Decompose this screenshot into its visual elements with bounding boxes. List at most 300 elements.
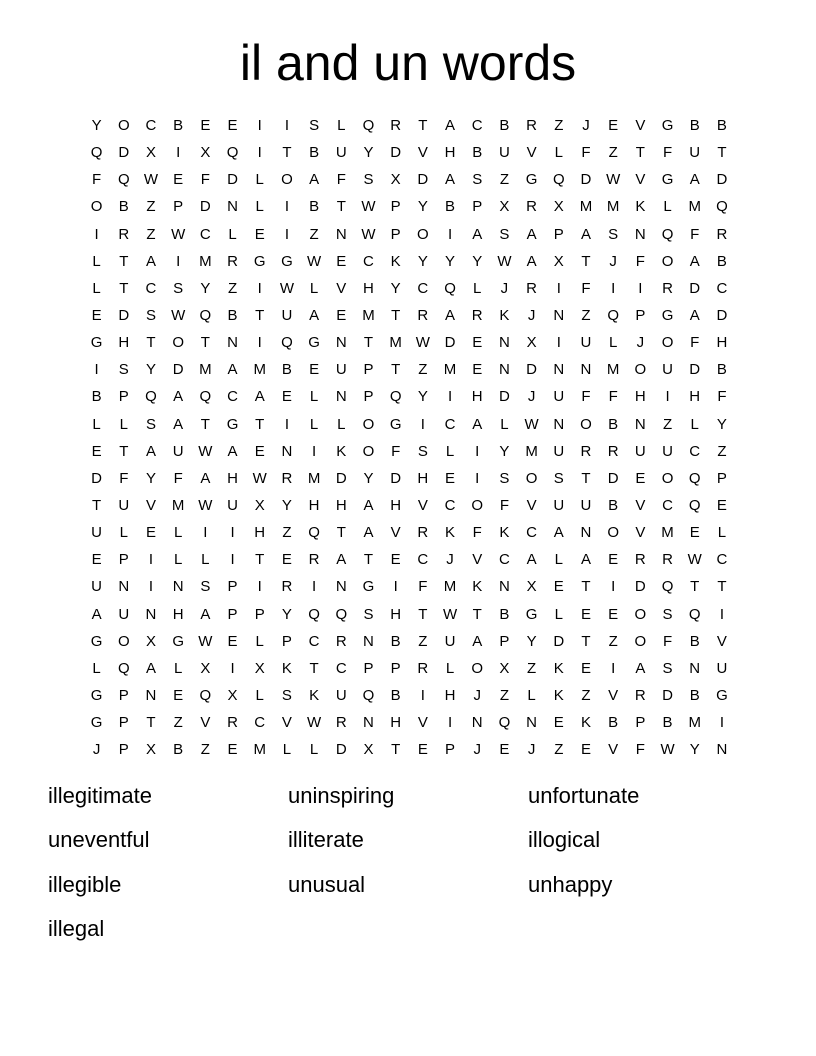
grid-letter: B <box>608 714 619 732</box>
grid-letter: D <box>199 198 211 216</box>
grid-letter: Z <box>282 524 292 542</box>
grid-letter: L <box>92 252 101 270</box>
grid-letter: O <box>172 334 184 352</box>
grid-letter: A <box>309 306 320 324</box>
grid-letter: G <box>172 632 184 650</box>
grid-letter: R <box>526 198 538 216</box>
grid-letter: M <box>199 361 212 379</box>
grid-letter: V <box>635 524 646 542</box>
grid-letter: Y <box>526 632 537 650</box>
grid-letter: D <box>689 361 701 379</box>
grid-letter: U <box>91 524 103 542</box>
grid-letter: S <box>553 469 564 487</box>
grid-letter: V <box>145 496 156 514</box>
grid-letter: Y <box>200 279 211 297</box>
grid-letter: T <box>581 632 591 650</box>
grid-letter: Q <box>145 388 157 406</box>
grid-letter: O <box>362 442 375 460</box>
grid-letter: F <box>472 524 482 542</box>
grid-letter: B <box>662 714 673 732</box>
grid-letter: D <box>553 632 565 650</box>
grid-letter: U <box>335 144 347 162</box>
grid-letter: T <box>690 578 700 596</box>
grid-letter: H <box>390 496 402 514</box>
grid-letter: F <box>690 225 700 243</box>
grid-letter: S <box>118 361 129 379</box>
grid-letter: S <box>472 171 483 189</box>
grid-letter: U <box>91 578 103 596</box>
grid-letter: S <box>363 605 374 623</box>
grid-letter: A <box>336 551 347 569</box>
grid-letter: N <box>335 578 347 596</box>
grid-letter: N <box>553 415 565 433</box>
grid-letter: L <box>255 686 264 704</box>
grid-letter: Q <box>661 578 674 596</box>
grid-letter: A <box>526 225 537 243</box>
grid-letter: M <box>661 524 674 542</box>
grid-letter: N <box>335 225 347 243</box>
grid-letter: A <box>227 442 238 460</box>
grid-letter: R <box>526 279 538 297</box>
grid-letter: N <box>689 659 701 677</box>
grid-letter: I <box>230 551 235 569</box>
grid-letter: T <box>200 334 210 352</box>
grid-letter: E <box>390 551 401 569</box>
grid-letter: R <box>227 252 238 270</box>
grid-letter: E <box>608 551 619 569</box>
grid-letter: H <box>227 469 238 487</box>
grid-letter: A <box>227 361 238 379</box>
grid-letter: Y <box>472 252 483 270</box>
grid-letter: S <box>309 117 320 134</box>
grid-letter: Y <box>417 252 428 270</box>
grid-letter: W <box>198 632 213 650</box>
grid-letter: W <box>361 225 376 243</box>
grid-letter: O <box>281 171 293 189</box>
grid-letter: F <box>581 388 591 406</box>
grid-letter: B <box>499 117 510 134</box>
grid-letter: H <box>444 144 456 162</box>
grid-letter: L <box>309 741 319 759</box>
grid-letter: Y <box>716 415 727 433</box>
grid-letter: A <box>173 415 184 433</box>
grid-letter: B <box>716 361 727 379</box>
grid-letter: J <box>582 117 590 134</box>
grid-letter: V <box>472 551 483 569</box>
grid-letter: H <box>118 334 130 352</box>
grid-letter: L <box>282 741 292 759</box>
grid-letter: B <box>309 198 320 216</box>
grid-letter: L <box>309 415 319 433</box>
grid-letter: H <box>444 686 456 704</box>
grid-letter: J <box>446 551 454 569</box>
grid-letter: I <box>665 388 670 406</box>
grid-letter: T <box>200 415 210 433</box>
grid-letter: L <box>445 659 455 677</box>
grid-letter: D <box>716 306 728 324</box>
grid-letter: B <box>716 252 727 270</box>
grid-letter: Z <box>581 306 591 324</box>
grid-letter: E <box>200 117 211 134</box>
grid-letter: Q <box>688 605 701 623</box>
grid-letter: N <box>471 714 483 732</box>
grid-letter: O <box>362 415 375 433</box>
grid-letter: C <box>498 551 510 569</box>
grid-letter: D <box>118 306 130 324</box>
grid-letter: B <box>716 117 727 134</box>
grid-letter: N <box>227 198 238 216</box>
grid-letter: I <box>230 524 235 542</box>
grid-letter: M <box>688 198 701 216</box>
grid-letter: C <box>335 659 347 677</box>
grid-letter: L <box>309 279 319 297</box>
grid-letter: B <box>309 144 320 162</box>
grid-letter: Z <box>581 686 591 704</box>
grid-letter: I <box>393 578 398 596</box>
grid-letter: G <box>525 171 538 189</box>
grid-letter: Z <box>146 198 156 216</box>
grid-letter: D <box>580 171 592 189</box>
grid-letter: E <box>91 551 102 569</box>
grid-letter: T <box>391 741 401 759</box>
grid-letter: E <box>336 252 347 270</box>
word-list-item: unhappy <box>528 871 613 897</box>
grid-letter: G <box>389 415 402 433</box>
grid-letter: E <box>445 469 456 487</box>
grid-letter: U <box>118 605 130 623</box>
grid-letter: B <box>689 117 700 134</box>
grid-letter: N <box>634 415 646 433</box>
grid-letter: X <box>363 741 374 759</box>
grid-letter: P <box>390 659 401 677</box>
grid-letter: R <box>471 306 483 324</box>
grid-letter: Y <box>499 442 510 460</box>
grid-letter: A <box>689 252 700 270</box>
grid-letter: Q <box>117 171 130 189</box>
grid-letter: F <box>418 578 428 596</box>
grid-letter: O <box>661 334 674 352</box>
grid-letter: N <box>363 632 374 650</box>
grid-letter: N <box>716 741 728 759</box>
grid-letter: I <box>475 442 480 460</box>
grid-letter: Q <box>281 334 293 352</box>
grid-letter: C <box>308 632 320 650</box>
grid-letter: I <box>94 361 99 379</box>
grid-letter: U <box>172 442 184 460</box>
grid-letter: F <box>662 144 673 162</box>
grid-letter: B <box>118 198 129 216</box>
grid-letter: L <box>500 415 509 433</box>
grid-letter: M <box>443 361 457 379</box>
grid-letter: C <box>417 551 429 569</box>
grid-letter: H <box>308 496 320 514</box>
grid-letter: P <box>635 714 646 732</box>
grid-letter: M <box>525 442 538 460</box>
grid-letter: A <box>472 225 483 243</box>
grid-letter: X <box>145 144 156 162</box>
grid-letter: O <box>117 117 130 134</box>
grid-letter: Q <box>661 225 674 243</box>
grid-letter: T <box>119 442 129 460</box>
grid-letter: O <box>525 469 538 487</box>
grid-letter: W <box>687 551 702 569</box>
grid-letter: W <box>497 252 512 270</box>
grid-letter: W <box>279 279 294 297</box>
grid-letter: B <box>173 741 184 759</box>
grid-letter: Q <box>308 605 320 623</box>
grid-letter: I <box>148 578 154 596</box>
grid-letter: J <box>527 388 536 406</box>
grid-letter: F <box>608 388 618 406</box>
grid-letter: N <box>281 442 293 460</box>
grid-letter: M <box>307 469 321 487</box>
grid-letter: E <box>417 741 428 759</box>
grid-letter: T <box>146 334 156 352</box>
grid-letter: E <box>553 578 564 596</box>
grid-letter: C <box>145 279 157 297</box>
grid-letter: I <box>638 279 643 297</box>
grid-letter: L <box>473 279 482 297</box>
grid-letter: G <box>716 686 728 704</box>
grid-letter: F <box>690 334 700 352</box>
grid-letter: P <box>173 198 184 216</box>
grid-letter: R <box>281 578 293 596</box>
grid-letter: B <box>281 361 292 379</box>
page-title: il and un words <box>239 35 577 91</box>
grid-letter: T <box>336 524 346 542</box>
grid-letter: V <box>417 144 428 162</box>
letter-grid <box>83 112 736 763</box>
grid-letter: K <box>445 524 456 542</box>
grid-letter: P <box>445 741 456 759</box>
grid-letter: H <box>172 605 184 623</box>
grid-letter: O <box>580 415 592 433</box>
grid-letter: Y <box>417 198 428 216</box>
grid-letter: H <box>417 469 429 487</box>
grid-letter: M <box>606 361 620 379</box>
grid-letter: Q <box>716 198 728 216</box>
grid-letter: M <box>579 198 593 216</box>
grid-letter: W <box>143 171 159 189</box>
grid-letter: O <box>471 659 484 677</box>
grid-letter: I <box>420 415 425 433</box>
grid-letter: A <box>145 442 156 460</box>
grid-letter: L <box>201 551 210 569</box>
grid-letter: T <box>717 144 727 162</box>
grid-letter: X <box>553 252 564 270</box>
grid-letter: W <box>307 714 322 732</box>
grid-letter: F <box>119 469 129 487</box>
grid-letter: Z <box>418 632 428 650</box>
grid-letter: V <box>608 741 619 759</box>
grid-letter: C <box>716 551 728 569</box>
grid-letter: G <box>661 117 674 134</box>
grid-letter: V <box>281 714 292 732</box>
grid-letter: E <box>281 388 292 406</box>
grid-letter: N <box>172 578 184 596</box>
grid-letter: R <box>308 551 320 569</box>
grid-letter: M <box>606 198 620 216</box>
grid-letter: G <box>226 415 239 433</box>
grid-letter: T <box>418 605 428 623</box>
grid-letter: V <box>417 496 428 514</box>
grid-letter: T <box>282 144 292 162</box>
grid-letter: E <box>608 605 619 623</box>
grid-letter: I <box>284 415 289 433</box>
grid-letter: M <box>253 361 266 379</box>
grid-letter: A <box>200 469 211 487</box>
grid-letter: E <box>227 741 238 759</box>
grid-letter: B <box>390 686 401 704</box>
grid-letter: P <box>118 388 129 406</box>
grid-letter: D <box>227 171 238 189</box>
grid-letter: A <box>445 306 456 324</box>
grid-letter: S <box>200 578 211 596</box>
grid-letter: Q <box>498 714 511 732</box>
grid-letter: D <box>634 578 646 596</box>
grid-letter: P <box>635 306 646 324</box>
grid-letter: L <box>255 632 264 650</box>
grid-letter: A <box>145 659 156 677</box>
grid-letter: F <box>635 252 645 270</box>
grid-letter: F <box>499 496 509 514</box>
grid-letter: E <box>309 361 320 379</box>
grid-letter: G <box>661 306 674 324</box>
grid-letter: I <box>447 225 453 243</box>
grid-letter: I <box>556 279 561 297</box>
grid-letter: A <box>363 524 374 542</box>
grid-letter: I <box>176 252 181 270</box>
grid-letter: Q <box>607 306 619 324</box>
grid-letter: N <box>526 714 538 732</box>
grid-letter: W <box>415 334 430 352</box>
grid-letter: D <box>607 469 619 487</box>
grid-letter: I <box>312 442 317 460</box>
grid-letter: E <box>472 361 483 379</box>
grid-letter: N <box>145 605 157 623</box>
grid-letter: P <box>390 198 401 216</box>
grid-letter: R <box>118 225 130 243</box>
grid-letter: R <box>634 686 646 704</box>
grid-letter: S <box>145 415 156 433</box>
grid-letter: F <box>200 171 210 189</box>
grid-letter: F <box>391 442 401 460</box>
grid-letter: V <box>336 279 347 297</box>
grid-letter: C <box>444 496 456 514</box>
grid-letter: F <box>581 144 591 162</box>
grid-letter: E <box>580 741 591 759</box>
grid-letter: I <box>447 714 453 732</box>
grid-letter: P <box>118 686 129 704</box>
grid-letter: W <box>660 741 675 759</box>
grid-letter: T <box>119 279 129 297</box>
grid-letter: X <box>526 578 537 596</box>
grid-letter: J <box>609 252 617 270</box>
grid-letter: D <box>689 279 701 297</box>
grid-letter: C <box>471 117 483 134</box>
grid-letter: G <box>253 252 266 270</box>
grid-letter: H <box>363 279 374 297</box>
grid-letter: Q <box>688 469 701 487</box>
word-list-item: uneventful <box>48 827 150 853</box>
grid-letter: L <box>717 524 727 542</box>
grid-letter: D <box>118 144 130 162</box>
grid-letter: R <box>580 442 592 460</box>
grid-letter: B <box>689 632 700 650</box>
grid-letter: Q <box>117 659 130 677</box>
grid-letter: Z <box>662 415 673 433</box>
grid-letter: U <box>335 361 347 379</box>
grid-letter: E <box>689 524 700 542</box>
grid-letter: I <box>312 578 317 596</box>
grid-letter: S <box>662 605 673 623</box>
grid-letter: D <box>172 361 184 379</box>
grid-letter: T <box>472 605 482 623</box>
word-list-item: unusual <box>288 871 366 897</box>
grid-letter: Z <box>554 741 564 759</box>
grid-letter: O <box>634 632 647 650</box>
grid-letter: A <box>472 415 483 433</box>
grid-letter: D <box>444 334 456 352</box>
grid-letter: Y <box>390 279 401 297</box>
grid-letter: Z <box>527 659 537 677</box>
grid-letter: L <box>255 171 264 189</box>
grid-letter: V <box>635 496 646 514</box>
grid-letter: E <box>145 524 156 542</box>
grid-letter: P <box>227 605 238 623</box>
grid-letter: W <box>171 306 186 324</box>
grid-letter: U <box>580 496 592 514</box>
grid-letter: W <box>361 198 376 216</box>
grid-letter: Y <box>145 469 156 487</box>
grid-letter: H <box>335 496 347 514</box>
grid-letter: Q <box>199 388 212 406</box>
grid-letter: P <box>472 198 483 216</box>
grid-letter: R <box>281 469 293 487</box>
grid-letter: N <box>145 686 157 704</box>
grid-letter: M <box>389 334 402 352</box>
grid-letter: V <box>716 632 727 650</box>
grid-letter: E <box>227 117 238 134</box>
grid-letter: U <box>716 659 728 677</box>
grid-letter: T <box>255 551 265 569</box>
grid-letter: Y <box>417 388 428 406</box>
grid-letter: A <box>145 252 156 270</box>
grid-letter: F <box>336 171 346 189</box>
grid-letter: S <box>145 306 156 324</box>
grid-letter: R <box>417 306 429 324</box>
grid-letter: J <box>527 741 536 759</box>
grid-letter: L <box>445 442 455 460</box>
grid-letter: T <box>255 415 265 433</box>
grid-letter: K <box>553 686 564 704</box>
grid-letter: A <box>173 388 184 406</box>
grid-letter: Q <box>444 279 456 297</box>
grid-letter: B <box>173 117 184 134</box>
grid-letter: W <box>171 225 186 243</box>
grid-letter: E <box>716 496 727 514</box>
grid-letter: G <box>525 605 538 623</box>
grid-letter: R <box>390 117 402 134</box>
grid-letter: L <box>663 198 672 216</box>
grid-letter: I <box>475 469 480 487</box>
grid-letter: D <box>390 144 402 162</box>
grid-letter: H <box>254 524 266 542</box>
grid-letter: G <box>90 686 103 704</box>
grid-letter: C <box>417 279 429 297</box>
grid-letter: O <box>661 469 674 487</box>
grid-letter: C <box>662 496 673 514</box>
